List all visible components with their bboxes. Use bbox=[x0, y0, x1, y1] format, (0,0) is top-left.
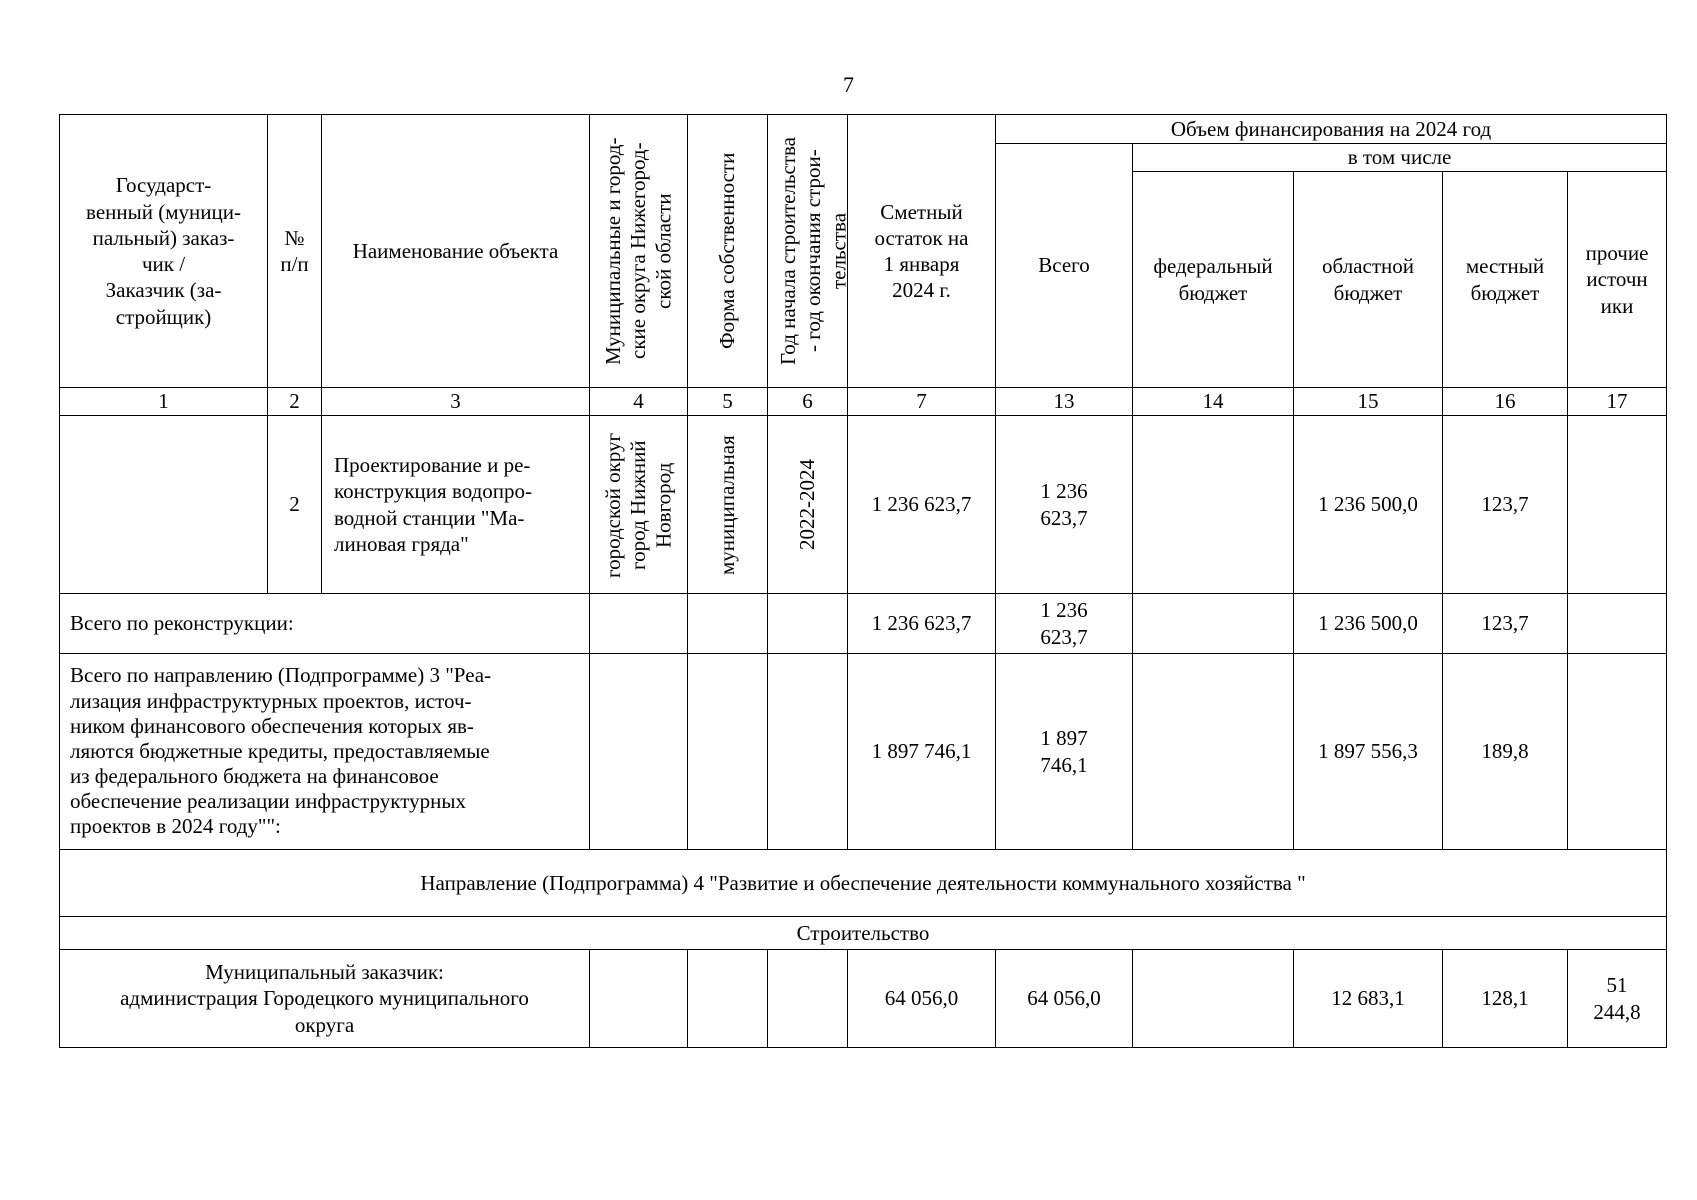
cell-empty bbox=[768, 950, 848, 1048]
column-number: 13 bbox=[996, 388, 1133, 416]
cell-object-name: Проектирование и ре- конструкция водопро- водной станции "Ма- линовая гряда" bbox=[322, 416, 590, 594]
cell-regional: 1 897 556,3 bbox=[1294, 654, 1443, 850]
cell-federal bbox=[1133, 654, 1294, 850]
table-row-object bbox=[60, 416, 1667, 594]
header-row-1 bbox=[60, 115, 1667, 144]
cell-empty bbox=[590, 950, 688, 1048]
cell-local: 123,7 bbox=[1443, 416, 1568, 594]
column-number: 1 bbox=[60, 388, 268, 416]
cell-label: Всего по направлению (Подпрограмме) 3 "Реа- лизация инфраструктурных проектов, источ- ником финансового обеспечения которых яв- ляются бюджетные кредиты, предоставляемые из федерального бюджета на финансовое обеспечение реализации инфраструктурных проектов в 2024 году"": bbox=[60, 654, 590, 850]
cell-regional: 1 236 500,0 bbox=[1294, 416, 1443, 594]
cell-other: 51 244,8 bbox=[1568, 950, 1667, 1048]
header-funding-title: Объем финансирования на 2024 год bbox=[996, 115, 1667, 144]
table-row-total-reconstruction bbox=[60, 594, 1667, 654]
section-heading: Строительство bbox=[60, 917, 1667, 950]
header-total: Всего bbox=[996, 144, 1133, 388]
header-including: в том числе bbox=[1133, 144, 1667, 172]
cell-other bbox=[1568, 416, 1667, 594]
column-numbers-row bbox=[60, 388, 1667, 416]
header-object-name: Наименование объекта bbox=[322, 115, 590, 388]
cell-total: 64 056,0 bbox=[996, 950, 1133, 1048]
cell-estimate: 1 236 623,7 bbox=[848, 416, 996, 594]
header-ownership: Форма собственности bbox=[688, 115, 768, 388]
column-number: 7 bbox=[848, 388, 996, 416]
cell-num: 2 bbox=[268, 416, 322, 594]
cell-empty bbox=[768, 594, 848, 654]
header-customer: Государст- венный (муници- пальный) заказ- чик / Заказчик (за- стройщик) bbox=[60, 115, 268, 388]
header-federal: федеральный бюджет bbox=[1133, 172, 1294, 388]
cell-empty bbox=[688, 654, 768, 850]
cell-estimate: 1 236 623,7 bbox=[848, 594, 996, 654]
cell-empty bbox=[688, 594, 768, 654]
header-years: Год начала строительства - год окончания строи- тельства bbox=[768, 115, 848, 388]
cell-empty bbox=[590, 654, 688, 850]
cell-local: 123,7 bbox=[1443, 594, 1568, 654]
section-row-construction bbox=[60, 917, 1667, 950]
section-row-direction-4 bbox=[60, 850, 1667, 917]
header-other: прочие источн ики bbox=[1568, 172, 1667, 388]
cell-estimate: 64 056,0 bbox=[848, 950, 996, 1048]
cell-years: 2022-2024 bbox=[768, 416, 848, 594]
column-number: 17 bbox=[1568, 388, 1667, 416]
header-municipality: Муниципальные и город- ские округа Нижегород- ской области bbox=[590, 115, 688, 388]
cell-regional: 1 236 500,0 bbox=[1294, 594, 1443, 654]
cell-other bbox=[1568, 654, 1667, 850]
column-number: 14 bbox=[1133, 388, 1294, 416]
cell-label: Всего по реконструкции: bbox=[60, 594, 590, 654]
column-number: 6 bbox=[768, 388, 848, 416]
cell-empty bbox=[768, 654, 848, 850]
table-row-total-direction-3 bbox=[60, 654, 1667, 850]
section-heading: Направление (Подпрограмма) 4 "Развитие и обеспечение деятельности коммунального хозяйства " bbox=[60, 850, 1667, 917]
column-number: 3 bbox=[322, 388, 590, 416]
cell-federal bbox=[1133, 950, 1294, 1048]
header-regional: областной бюджет bbox=[1294, 172, 1443, 388]
column-number: 5 bbox=[688, 388, 768, 416]
cell-total: 1 236 623,7 bbox=[996, 416, 1133, 594]
column-number: 2 bbox=[268, 388, 322, 416]
cell-total: 1 236 623,7 bbox=[996, 594, 1133, 654]
page-number: 7 bbox=[843, 72, 854, 97]
cell-customer bbox=[60, 416, 268, 594]
column-number: 4 bbox=[590, 388, 688, 416]
cell-federal bbox=[1133, 416, 1294, 594]
column-number: 15 bbox=[1294, 388, 1443, 416]
cell-federal bbox=[1133, 594, 1294, 654]
column-number: 16 bbox=[1443, 388, 1568, 416]
cell-municipality: городской округ город Нижний Новгород bbox=[590, 416, 688, 594]
header-num: № п/п bbox=[268, 115, 322, 388]
cell-local: 189,8 bbox=[1443, 654, 1568, 850]
cell-regional: 12 683,1 bbox=[1294, 950, 1443, 1048]
cell-empty bbox=[590, 594, 688, 654]
header-local: местный бюджет bbox=[1443, 172, 1568, 388]
cell-estimate: 1 897 746,1 bbox=[848, 654, 996, 850]
funding-table bbox=[59, 114, 1667, 1048]
header-estimate: Сметный остаток на 1 января 2024 г. bbox=[848, 115, 996, 388]
table-row-customer-gorodets bbox=[60, 950, 1667, 1048]
cell-empty bbox=[688, 950, 768, 1048]
cell-other bbox=[1568, 594, 1667, 654]
cell-total: 1 897 746,1 bbox=[996, 654, 1133, 850]
cell-label: Муниципальный заказчик: администрация Городецкого муниципального округа bbox=[60, 950, 590, 1048]
cell-ownership: муниципальная bbox=[688, 416, 768, 594]
cell-local: 128,1 bbox=[1443, 950, 1568, 1048]
